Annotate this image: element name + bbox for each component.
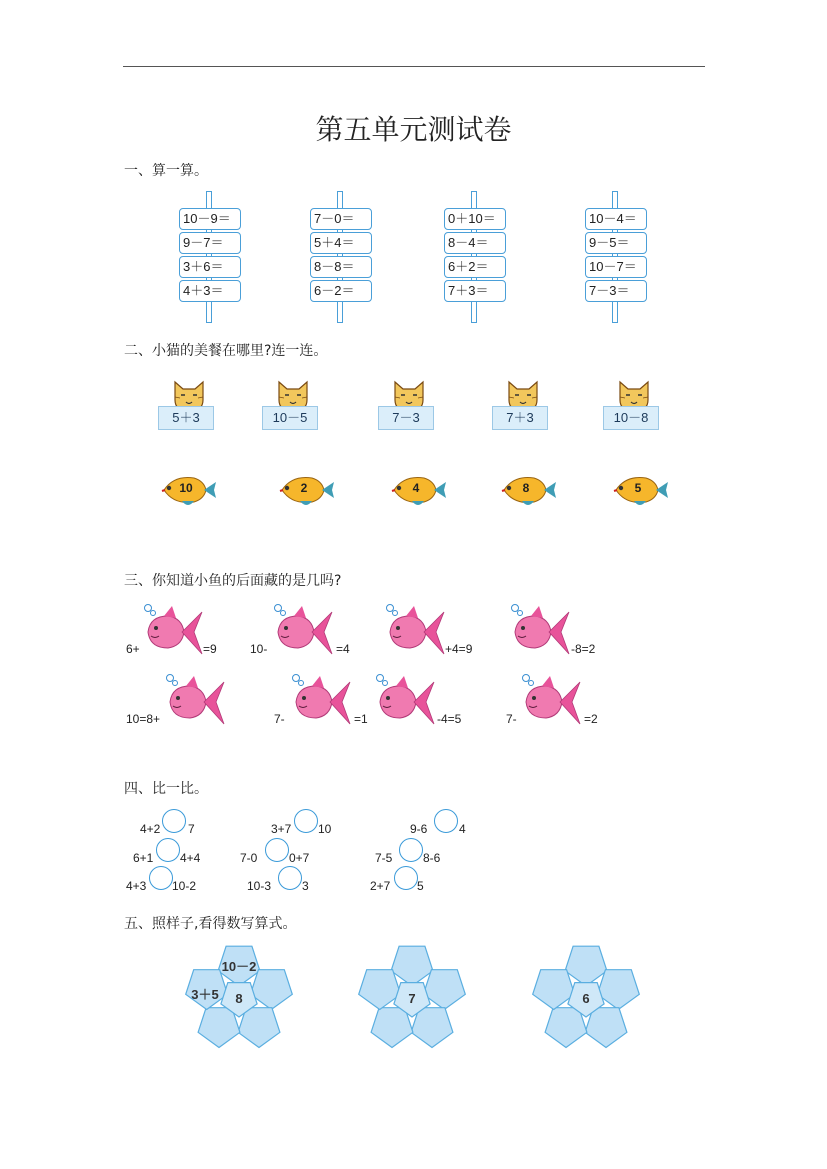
equation-prefix: 10=8+ (126, 712, 161, 726)
equation-box[interactable]: 10－9＝ (179, 208, 241, 230)
compare-right: 4 (459, 822, 466, 836)
goldfish-icon[interactable] (520, 672, 582, 728)
compare-right: 7 (188, 822, 195, 836)
equation-prefix: 10- (250, 642, 268, 656)
cat-expression: 7－3 (378, 406, 434, 430)
compare-left: 4+3 (126, 879, 147, 893)
compare-circle[interactable] (156, 838, 180, 862)
goldfish-icon[interactable] (272, 602, 334, 658)
goldfish-icon[interactable] (374, 672, 436, 728)
goldfish-icon[interactable] (164, 672, 226, 728)
compare-left: 7-5 (375, 851, 393, 865)
goldfish-icon[interactable] (290, 672, 352, 728)
equation-prefix: 7- (506, 712, 517, 726)
flower-center-number: 8 (235, 991, 243, 1006)
equation-box[interactable]: 8－4＝ (444, 232, 506, 254)
equation-suffix: -8=2 (571, 642, 596, 656)
compare-right: 3 (302, 879, 309, 893)
fish-card[interactable] (612, 469, 672, 511)
compare-right: 8-6 (423, 851, 441, 865)
abacus-column (444, 191, 506, 323)
cat-card[interactable] (492, 380, 554, 440)
cat-expression: 10－8 (603, 406, 659, 430)
fish-number: 2 (300, 481, 308, 495)
compare-right: 10-2 (172, 879, 197, 893)
petal-left-text: 3＋5 (191, 987, 219, 1002)
cat-expression: 5＋3 (158, 406, 214, 430)
equation-suffix: +4=9 (445, 642, 473, 656)
goldfish-icon[interactable] (384, 602, 446, 658)
fish-card[interactable] (278, 469, 338, 511)
compare-left: 4+2 (140, 822, 161, 836)
section-5-heading: 五、照样子,看得数写算式。 (124, 916, 297, 932)
top-rule (123, 66, 705, 67)
compare-circle[interactable] (434, 809, 458, 833)
fish-number: 4 (412, 481, 420, 495)
pentagon-flower (356, 942, 468, 1050)
compare-circle[interactable] (394, 866, 418, 890)
fish-card[interactable] (160, 469, 220, 511)
compare-left: 2+7 (370, 879, 391, 893)
section-4-heading: 四、比一比。 (124, 781, 208, 797)
compare-right: 10 (318, 822, 332, 836)
pentagon-flower (530, 942, 642, 1050)
equation-box[interactable]: 8－8＝ (310, 256, 372, 278)
compare-right: 5 (417, 879, 424, 893)
cat-expression: 10－5 (262, 406, 318, 430)
page-title: 第五单元测试卷 (315, 113, 512, 146)
equation-box[interactable]: 6－2＝ (310, 280, 372, 302)
equation-suffix: =2 (584, 712, 598, 726)
equation-prefix: 6+ (126, 642, 140, 656)
pentagon-flower (183, 942, 295, 1050)
equation-box[interactable]: 10－7＝ (585, 256, 647, 278)
petal-top[interactable] (565, 946, 607, 986)
petal-top[interactable] (391, 946, 433, 986)
equation-box[interactable]: 3＋6＝ (179, 256, 241, 278)
equation-box[interactable]: 6＋2＝ (444, 256, 506, 278)
compare-left: 10-3 (247, 879, 272, 893)
equation-box[interactable]: 7＋3＝ (444, 280, 506, 302)
compare-circle[interactable] (265, 838, 289, 862)
equation-suffix: =4 (336, 642, 350, 656)
compare-circle[interactable] (162, 809, 186, 833)
fish-card[interactable] (390, 469, 450, 511)
equation-suffix: =1 (354, 712, 368, 726)
equation-box[interactable]: 9－7＝ (179, 232, 241, 254)
compare-right: 0+7 (289, 851, 310, 865)
compare-left: 3+7 (271, 822, 292, 836)
compare-circle[interactable] (149, 866, 173, 890)
abacus-column (310, 191, 372, 323)
equation-box[interactable]: 7－3＝ (585, 280, 647, 302)
section-1-heading: 一、算一算。 (124, 163, 208, 179)
equation-box[interactable]: 9－5＝ (585, 232, 647, 254)
fish-number: 10 (179, 481, 193, 495)
fish-number: 8 (522, 481, 530, 495)
equation-prefix: 7- (274, 712, 285, 726)
compare-circle[interactable] (399, 838, 423, 862)
cat-card[interactable] (603, 380, 665, 440)
compare-circle[interactable] (294, 809, 318, 833)
equation-box[interactable]: 10－4＝ (585, 208, 647, 230)
compare-right: 4+4 (180, 851, 201, 865)
equation-suffix: =9 (203, 642, 217, 656)
section-2-heading: 二、小猫的美餐在哪里?连一连。 (124, 343, 328, 359)
fish-card[interactable] (500, 469, 560, 511)
compare-left: 7-0 (240, 851, 258, 865)
section-3-heading: 三、你知道小鱼的后面藏的是几吗? (124, 573, 342, 589)
petal-top-text: 10－2 (221, 959, 257, 974)
flower-center-number: 6 (582, 991, 590, 1006)
abacus-column (585, 191, 647, 323)
cat-card[interactable] (378, 380, 440, 440)
cat-card[interactable] (158, 380, 220, 440)
equation-box[interactable]: 4＋3＝ (179, 280, 241, 302)
abacus-column (179, 191, 241, 323)
cat-expression: 7＋3 (492, 406, 548, 430)
equation-suffix: -4=5 (437, 712, 462, 726)
flower-center-number: 7 (408, 991, 416, 1006)
cat-card[interactable] (262, 380, 324, 440)
equation-box[interactable]: 7－0＝ (310, 208, 372, 230)
compare-left: 9-6 (410, 822, 428, 836)
equation-box[interactable]: 0＋10＝ (444, 208, 506, 230)
compare-circle[interactable] (278, 866, 302, 890)
goldfish-icon[interactable] (509, 602, 571, 658)
compare-left: 6+1 (133, 851, 154, 865)
goldfish-icon[interactable] (142, 602, 204, 658)
equation-box[interactable]: 5＋4＝ (310, 232, 372, 254)
fish-number: 5 (634, 481, 642, 495)
